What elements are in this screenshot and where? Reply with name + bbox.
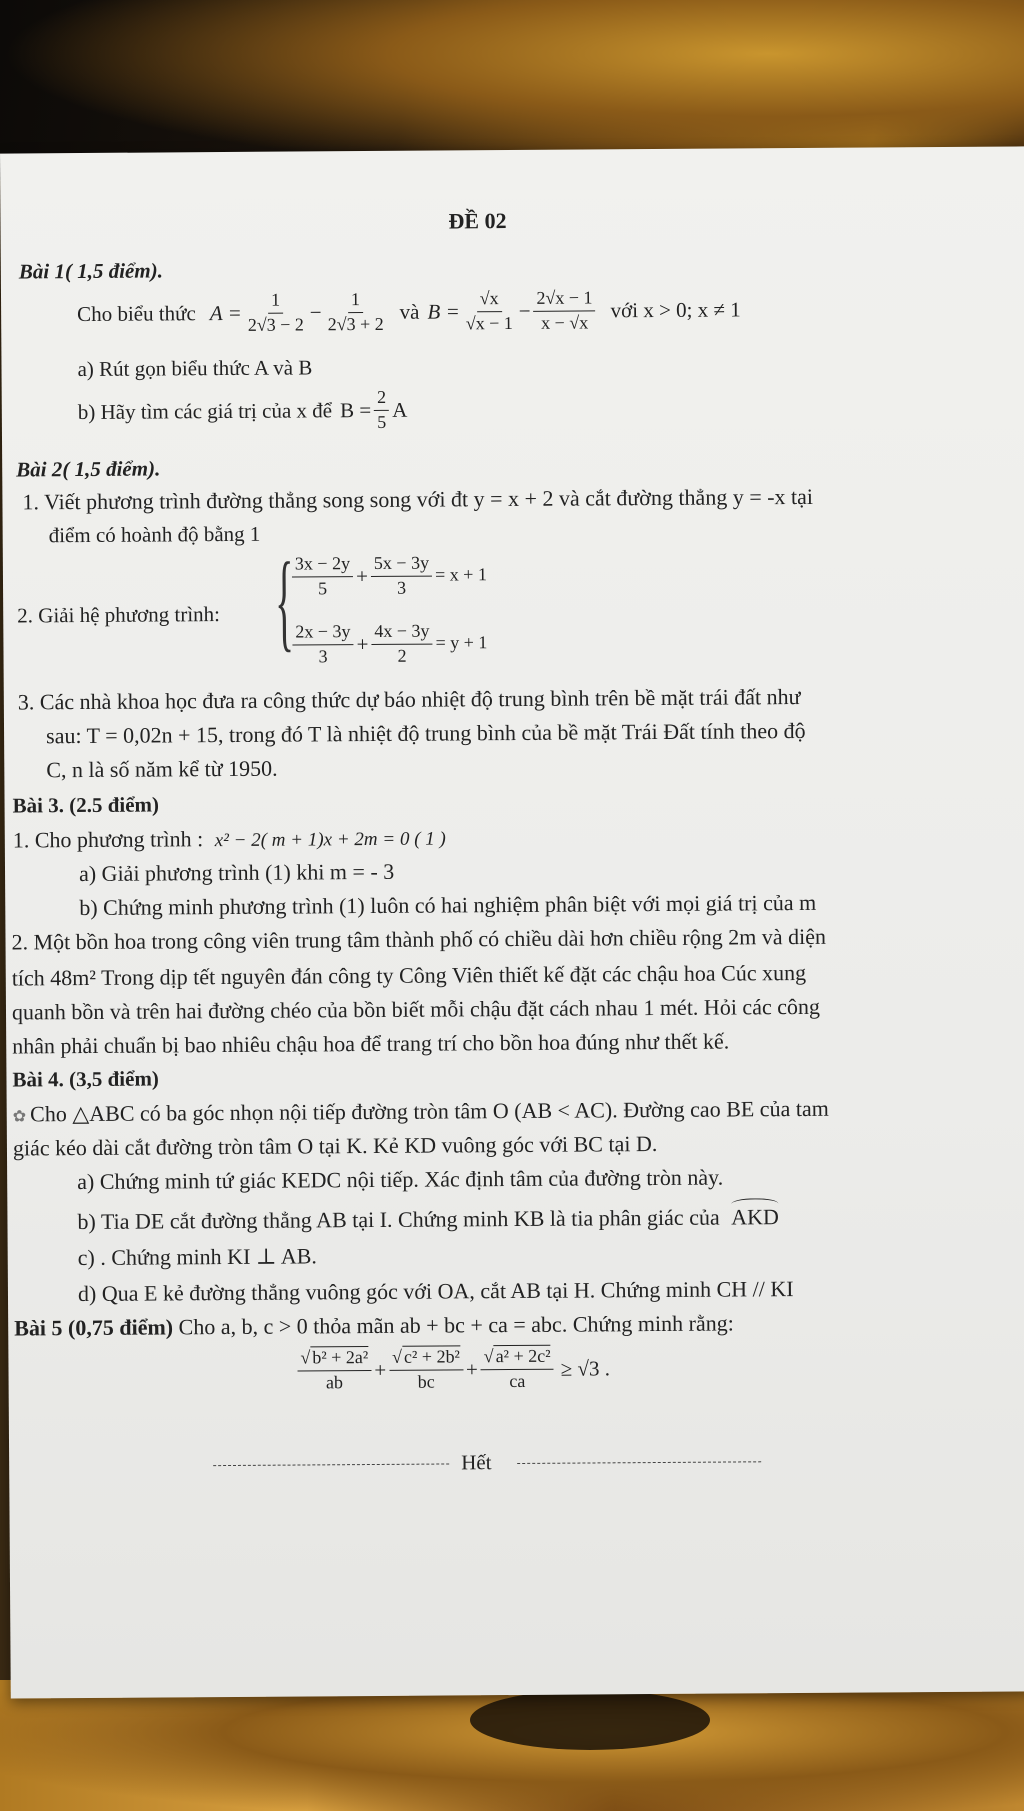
bai5-heading: Bài 5 (0,75 điểm) [14, 1314, 174, 1341]
footer-end: Hết [461, 1450, 492, 1475]
bai1-part-b-rhs: A [392, 397, 408, 422]
fraction-two-fifths: $\frac{2}{5}$ [374, 387, 389, 433]
bai4-part-d: d) Qua E kẻ đường thẳng vuông góc với OA, cắt AB tại H. Chứng minh CH // KI [77, 1276, 794, 1307]
bai3-q1-equation: x² − 2( m + 1)x + 2m = 0 ( 1 ) [214, 828, 446, 852]
bai2-q1-line1: 1. Viết phương trình đường thẳng song song với đt y = x + 2 và cắt đường thẳng y = -x tại [22, 483, 814, 515]
bai1-part-b-lhs: B = [339, 397, 372, 422]
bai5-inequality: √ b² + 2a² ab + $\frac{\text{√ c² + 2b²}}{bc}$ + $\frac{\text{√ a² + 2c²}}{ca}$ ≥ √3 . [294, 1345, 610, 1393]
bai4-heading: Bài 4. (3,5 điểm) [12, 1066, 159, 1092]
bullet-icon: ✿ [12, 1108, 27, 1126]
fraction-b1: $\frac{√x}{√x - 1}$ [465, 288, 513, 333]
exam-paper [0, 146, 1024, 1698]
bai1-intro: Cho biểu thức [77, 300, 196, 326]
expr-a-lhs: A = [209, 300, 242, 325]
footer-dash-left [213, 1463, 449, 1466]
bai5-intro [14, 1310, 734, 1341]
bai1-expression-line: Cho biểu thức A = $\frac{1}{2√3 - 2}$ − $\frac{1}{2√3 + 2}$ và B = $\frac{√x}{√x - 1}$ − $\frac{2√x - 1}{x - √x}$ với x > 0; x ≠ 1 [77, 287, 741, 335]
footer-dash-right [517, 1461, 761, 1464]
bai1-part-a: a) Rút gọn biểu thức A và B [77, 355, 313, 382]
bai3-q1-a: a) Giải phương trình (1) khi m = - 3 [78, 858, 395, 887]
bai3-q1-b: b) Chứng minh phương trình (1) luôn có hai nghiệm phân biệt với mọi giá trị của m [79, 889, 817, 921]
bai3-q2-line3: quanh bồn và trên hai đường chéo của bồn biết mỗi chậu đặt cách nhau 1 mét. Hỏi các công [11, 993, 821, 1025]
expr-b-lhs: B = [427, 298, 460, 324]
bai1-part-b-text: b) Hãy tìm các giá trị của x để [77, 397, 333, 424]
bai2-q3-line1: 3. Các nhà khoa học đưa ra công thức dự báo nhiệt độ trung bình trên bề mặt trái đất như [17, 683, 801, 715]
bai3-heading: Bài 3. (2.5 điểm) [12, 792, 160, 818]
bai4-part-c: c) . Chứng minh KI ⊥ AB. [77, 1243, 317, 1271]
bai3-q1-label: 1. Cho phương trình : [12, 826, 204, 853]
bai3-q1 [13, 824, 446, 854]
bai4-intro-line2: giác kéo dài cắt đường tròn tâm O tại K. Kẻ KD vuông góc với BC tại D. [12, 1131, 658, 1161]
bai2-q3-line2: sau: T = 0,02n + 15, trong đó T là nhiệt độ trung bình của bề mặt Trái Đất tính theo độ [45, 717, 806, 749]
bai3-q2-line2: tích 48m² Trong dịp tết nguyên đán công ty Công Viên thiết kế đặt các chậu hoa Cúc xung [11, 959, 807, 991]
expr-and: và [399, 299, 420, 324]
fraction-a2: $\frac{1}{2√3 + 2}$ [327, 289, 384, 334]
bai1-condition: với x > 0; x ≠ 1 [610, 296, 741, 322]
system-brace: { [274, 539, 295, 662]
bai4-part-b: b) Tia DE cắt đường thẳng AB tại I. Chứng minh KB là tia phân giác của AKD [77, 1204, 779, 1235]
bai4-part-a: a) Chứng minh tứ giác KEDC nội tiếp. Xác định tâm của đường tròn này. [77, 1164, 724, 1195]
bai2-q2-label: 2. Giải hệ phương trình: [17, 602, 221, 628]
system-row-1: 3x − 2y 5 + $\frac{5x - 3y}{3}$ = x + 1 [289, 552, 487, 600]
exam-title: ĐỀ 02 [448, 208, 507, 234]
bai2-heading: Bài 2( 1,5 điểm). [16, 456, 161, 482]
bai4-intro-line1: ✿ Cho △ABC có ba góc nhọn nội tiếp đường tròn tâm O (AB < AC). Đường cao BE của tam [12, 1095, 829, 1127]
bai3-q2-line4: nhân phải chuẩn bị bao nhiêu chậu hoa để trang trí cho bồn hoa đúng như thết kế. [12, 1028, 730, 1059]
angle-akd: AKD [731, 1204, 779, 1230]
system-row-2: 2x − 3y 3 + $\frac{4x - 3y}{2}$ = y + 1 [289, 620, 487, 668]
bai2-q1-line2: điểm có hoành độ bằng 1 [48, 521, 261, 548]
background-bottom-fabric [0, 1680, 1024, 1811]
bai5-text: Cho a, b, c > 0 thỏa mãn ab + bc + ca = abc. Chứng minh rằng: [178, 1310, 734, 1340]
bai3-q2-line1: 2. Một bồn hoa trong công viên trung tâm thành phố có chiều dài hơn chiều rộng 2m và diện [11, 923, 827, 955]
fraction-a1: $\frac{1}{2√3 - 2}$ [247, 289, 304, 335]
bai1-part-b [78, 387, 408, 435]
fraction-b2: $\frac{2√x - 1}{x - √x}$ [533, 287, 595, 334]
bai2-q3-line3: C, n là số năm kể từ 1950. [46, 755, 278, 783]
bai1-heading: Bài 1( 1,5 điểm). [18, 258, 163, 284]
